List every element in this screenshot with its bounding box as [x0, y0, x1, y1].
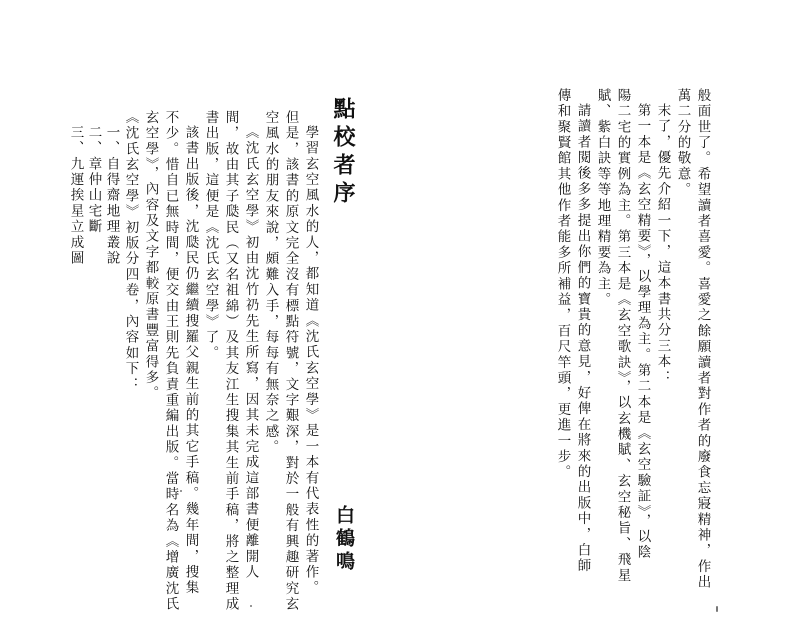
- right-col-6: 賦、紫白訣等等地理精要為主。: [594, 88, 611, 308]
- left-col-2: 但是，該書的原文完全沒有標點符號，文字艱深，對於一般有興趣研究玄: [282, 110, 299, 613]
- left-col-4: 《沈氏玄空學》初由沈竹礽先生所寫，因其未完成這部書便離開人: [242, 125, 259, 581]
- scan-speck: [250, 605, 252, 607]
- right-col-2: 萬二分的敬意。: [674, 88, 691, 198]
- left-col-5: 間，故由其子瓞民（又名祖綿）及其友江生搜集其生前手稿，將之整理成: [222, 110, 239, 613]
- right-col-7: 請讀者閱後多多提出你們的寶貴的意見，好俾在將來的出版中，白師: [574, 103, 591, 574]
- right-col-3: 末了，優先介紹一下，這本書共分三本：: [654, 103, 671, 386]
- left-col-8: 不少。惜自已無時間，便交由王則先負責重編出版。當時名為《增廣沈氏: [162, 110, 179, 613]
- left-col-12: 二、章仲山宅斷: [85, 125, 102, 235]
- right-col-5: 陽二宅的實例為主。第三本是《玄空歌訣》，以玄機賦、玄空秘旨、飛星: [614, 88, 631, 584]
- left-col-7: 該書出版後，沈瓞民仍繼續搜羅父親生前的其它手稿。幾年間，搜集: [182, 125, 199, 596]
- scan-speck: [716, 606, 718, 612]
- right-col-4: 第一本是《玄空精要》，以學理為主。第二本是《玄空驗証》，以陰: [634, 103, 651, 561]
- left-col-11: 一、自得齋地理叢說: [103, 125, 120, 267]
- author-name: 白鶴鳴: [333, 505, 355, 574]
- scan-speck: [180, 490, 182, 492]
- left-col-3: 空風水的朋友來說，頗難入手，每每有無奈之感。: [262, 110, 279, 456]
- left-col-10: 《沈氏玄空學》初版分四卷，內容如下：: [122, 110, 139, 393]
- page-title: 點校者序: [330, 97, 356, 209]
- left-col-9: 玄空學》，內容及文字都較原書豐富得多。: [142, 110, 159, 402]
- right-col-1: 般面世了。希望讀者喜愛。喜愛之餘願讀者對作者的廢食忘寢精神，作出: [694, 88, 711, 591]
- right-col-8: 傳和聚賢館其他作者能多所補益，百尺竿頭，更進一步。: [554, 88, 571, 481]
- left-col-13: 三、九運挨星立成圖: [67, 125, 84, 267]
- left-col-6: 書出版，這便是《沈氏玄空學》了。: [202, 110, 219, 362]
- left-col-1: 學習玄空風水的人，都知道《沈氏玄空學》是一本有代表性的著作。: [302, 125, 319, 596]
